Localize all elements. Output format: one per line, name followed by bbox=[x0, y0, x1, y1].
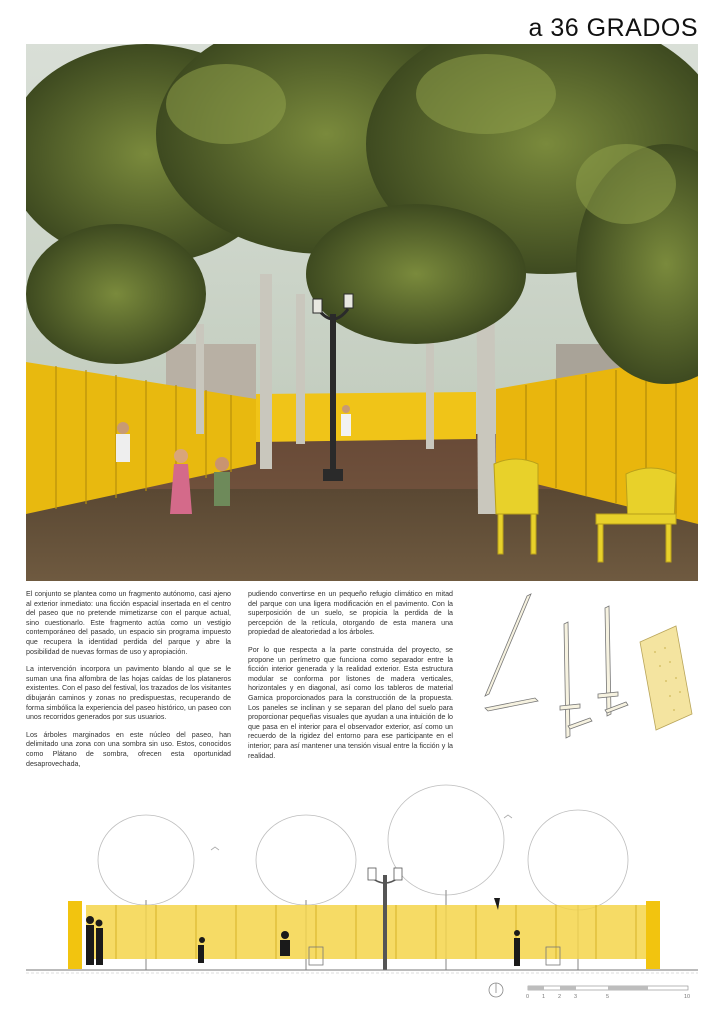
paragraph: La intervención incorpora un pavimento blando al que se le suman una fina alfombra de las hojas caídas de los plataneros existentes. Con el paso del festival, los trazados de los visitantes dibujarán caminos y zonas no predispuestas, recuperando de forma simbólica la experiencia del paseo histórico, un paseo con unos recorridos generados por sus usuarios. bbox=[26, 665, 231, 722]
scale-label: 1 bbox=[542, 994, 546, 1000]
scale-label: 5 bbox=[606, 994, 610, 1000]
scale-label: 0 bbox=[526, 994, 530, 1000]
perspective-render bbox=[26, 44, 698, 581]
elevation-drawing bbox=[26, 760, 698, 1008]
axonometric-diagram bbox=[480, 586, 700, 756]
scale-label: 2 bbox=[558, 994, 562, 1000]
text-column-1 bbox=[26, 590, 231, 777]
paragraph: El conjunto se plantea como un fragmento autónomo, casi ajeno al exterior inmediato: una ficción espacial insertada en el centro del paseo que no pretende mimetizarse con el parque actual, sino cuestionarlo. Este fragmento actúa como un vestigio contemporáneo del pasado, un espacio sin programa impuesto que recupera la identidad perdida del parque y abre la posibilidad de nuevas formas de uso y apropiación. bbox=[26, 590, 231, 656]
page-title: a 36 GRADOS bbox=[528, 14, 698, 42]
paragraph: Los árboles marginados en este núcleo del paseo, han delimitado una zona con una sombra sin uso. Estos, conocidos como Plátano de sombra, ofrecen esta oportunidad desaprovechada, bbox=[26, 730, 231, 768]
scale-label: 3 bbox=[574, 994, 578, 1000]
paragraph: pudiendo convertirse en un pequeño refugio climático en mitad del parque con una ligera modificación en el pavimento. Con la superposición de un suelo, se propicia la perdida de la percepción de la retícula, otorgando de esta manera una propiedad de aleatoriedad a los árboles. bbox=[248, 590, 453, 637]
paragraph: Por lo que respecta a la parte construida del proyecto, se propone un perímetro que funciona como separador entre la ficción interior generada y la realidad exterior. Esta estructura modular se conforma por listones de madera verticales, horizontales y en diagonal, así como los tableros de material Garnica proporcionados para la construcción de la propuesta. Los paneles se inclinan y se separan del plano del suelo para proporcionar pequeñas visuales que ayudan a una intuición de lo que pasa en el interior para el observador exterior, así como un recuerdo de la rigidez del entorno para ese participante en el interior; para así mantener una tensión visual entre la ficción y la realidad. bbox=[248, 645, 453, 760]
scale-label: 10 bbox=[684, 994, 691, 1000]
scale-labels bbox=[0, 994, 724, 1004]
text-column-2 bbox=[248, 590, 453, 769]
